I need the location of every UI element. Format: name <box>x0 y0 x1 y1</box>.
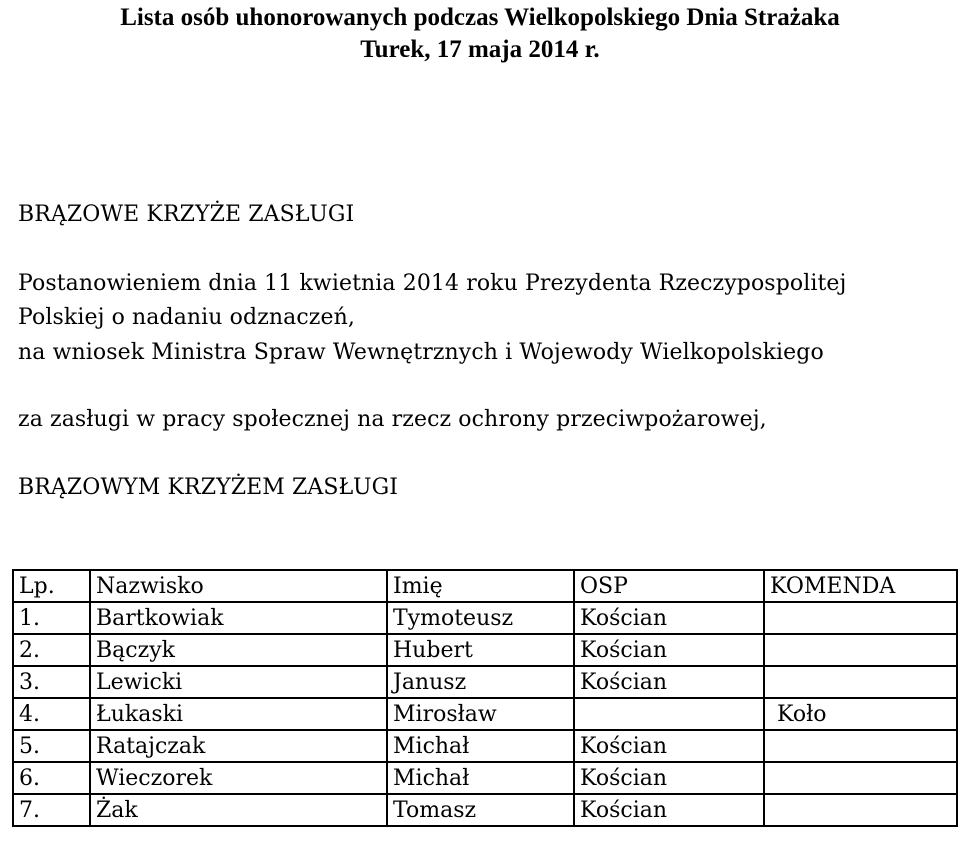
cell-nazwisko: Wieczorek <box>90 762 387 794</box>
cell-komenda <box>764 602 957 634</box>
cell-imie: Tymoteusz <box>387 602 574 634</box>
cell-lp: 7. <box>13 794 90 826</box>
cell-imie: Michał <box>387 762 574 794</box>
cell-imie: Janusz <box>387 666 574 698</box>
document-header <box>0 2 960 66</box>
resolution-text-line-1: Postanowieniem dnia 11 kwietnia 2014 roku Prezydenta Rzeczypospolitej <box>18 271 847 296</box>
cell-nazwisko: Bączyk <box>90 634 387 666</box>
cell-osp: Kościan <box>574 666 764 698</box>
section-heading: BRĄZOWE KRZYŻE ZASŁUGI <box>18 202 355 227</box>
document-title: Lista osób uhonorowanych podczas Wielkopolskiego Dnia Strażaka <box>120 4 840 31</box>
cell-komenda <box>764 794 957 826</box>
table-row <box>13 602 957 634</box>
column-header-imie: Imię <box>387 570 574 602</box>
column-header-lp: Lp. <box>13 570 90 602</box>
cell-nazwisko: Żak <box>90 794 387 826</box>
column-header-osp: OSP <box>574 570 764 602</box>
cell-lp: 3. <box>13 666 90 698</box>
column-header-komenda: KOMENDA <box>764 570 957 602</box>
cell-lp: 2. <box>13 634 90 666</box>
document-subtitle: Turek, 17 maja 2014 r. <box>360 36 600 63</box>
table-row <box>13 634 957 666</box>
cell-komenda <box>764 634 957 666</box>
cell-imie: Tomasz <box>387 794 574 826</box>
cell-nazwisko: Ratajczak <box>90 730 387 762</box>
cell-osp <box>574 698 764 730</box>
table-row <box>13 730 957 762</box>
cell-lp: 1. <box>13 602 90 634</box>
cell-osp: Kościan <box>574 730 764 762</box>
cell-nazwisko: Łukaski <box>90 698 387 730</box>
merit-text: za zasługi w pracy społecznej na rzecz ochrony przeciwpożarowej, <box>18 407 767 432</box>
table-header-row <box>13 570 957 602</box>
column-header-nazwisko: Nazwisko <box>90 570 387 602</box>
cell-nazwisko: Lewicki <box>90 666 387 698</box>
cell-osp: Kościan <box>574 634 764 666</box>
cell-lp: 4. <box>13 698 90 730</box>
cell-komenda <box>764 730 957 762</box>
honorees-table <box>12 569 958 827</box>
table-row <box>13 794 957 826</box>
cell-nazwisko: Bartkowiak <box>90 602 387 634</box>
table-row <box>13 666 957 698</box>
cell-imie: Hubert <box>387 634 574 666</box>
cell-imie: Michał <box>387 730 574 762</box>
cell-osp: Kościan <box>574 794 764 826</box>
table-row <box>13 762 957 794</box>
cell-imie: Mirosław <box>387 698 574 730</box>
cell-lp: 6. <box>13 762 90 794</box>
cell-komenda <box>764 762 957 794</box>
cell-osp: Kościan <box>574 762 764 794</box>
cell-lp: 5. <box>13 730 90 762</box>
award-name: BRĄZOWYM KRZYŻEM ZASŁUGI <box>18 475 399 500</box>
resolution-text-line-3: na wniosek Ministra Spraw Wewnętrznych i Wojewody Wielkopolskiego <box>18 340 824 365</box>
resolution-text-line-2: Polskiej o nadaniu odznaczeń, <box>18 305 355 330</box>
cell-osp: Kościan <box>574 602 764 634</box>
cell-komenda <box>764 666 957 698</box>
cell-komenda: Koło <box>764 698 957 730</box>
table-row <box>13 698 957 730</box>
